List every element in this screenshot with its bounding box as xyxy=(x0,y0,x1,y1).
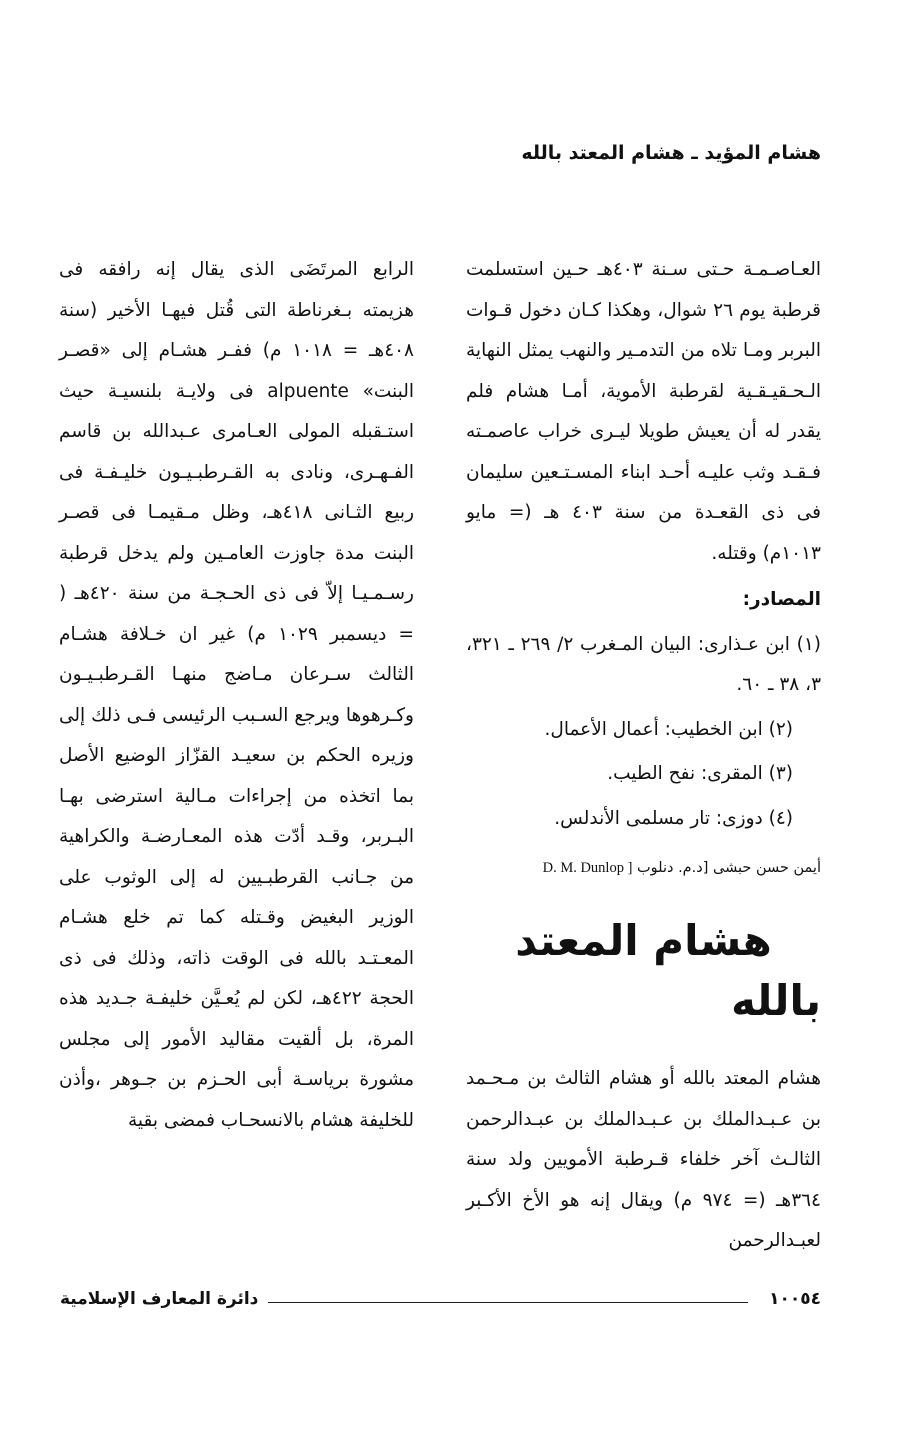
running-header: هشام المؤيد ـ هشام المعتد بالله xyxy=(521,142,821,164)
author-arabic: أيمن حسن حبشى [د.م. دنلوب xyxy=(637,860,821,876)
sources-heading: المصادر: xyxy=(742,589,821,610)
book-title: دائرة المعارف الإسلامية xyxy=(60,1289,259,1309)
author-latin: D. M. Dunlop ] xyxy=(542,860,633,876)
source-item: (٢) ابن الخطيب: أعمال الأعمال. xyxy=(544,718,793,740)
footer-divider xyxy=(268,1302,748,1303)
right-column xyxy=(466,250,821,1262)
source-item: (٤) دوزى: تار مسلمى الأندلس. xyxy=(554,807,793,829)
author-credit xyxy=(466,857,821,879)
left-column xyxy=(59,250,414,1141)
section-title: هشام المعتد بالله xyxy=(515,916,821,1025)
page-number: ١٠٠٥٤ xyxy=(769,1289,821,1309)
source-item: (٣) المقرى: نفح الطيب. xyxy=(607,763,793,784)
article-paragraph: الرابع المرتَضَى الذى يقال إنه رافقه فى هزيمته بـغرناطة التى قُتل فيهـا الأخير (سنة ٤٠٨هـ = ١٠١٨ م) ففـر هشـام إلى «قصـر البنت» alpuente فى ولايـة بلنسيـة حيث استـقبله المولى العـامرى عـبدالله بن قاسم الفـهـرى، ونادى به القـرطبـيـون خليـفـة فى ربيع الثـانى ٤١٨هـ، وظل مـقيمـا فى قصـر البنت مدة جاوزت العامـين ولم يدخل قرطبة رسـمـيـا إلاّ فى ذى الحـجـة من سنة ٤٢٠هـ ( = ديسمبر ١٠٢٩ م) غير ان خـلافة هشـام الثالث سـرعان مـاضج منهـا القـرطبـيـون وكـرهوها ويرجع السـبب الرئيسى فـى ذلك إلى وزيره الحكم بن سعيـد القزّاز الوضيع الأصل بما اتخذه من إجراءات مـالية استرضى بهـا البـربر، وقـد أدّت هذه المعـارضـة والكراهية من جـانب القرطبـيين له إلى الوثوب على الوزير البغيض وقـتله كما تم خلع هشـام المعـتـد بالله فى الوقت ذاته، وذلك فى ذى الحجة ٤٢٢هـ، لكن لم يُعـيَّن خليفـة جـديد هذه المرة، بل ألقيت مقاليد الأمور إلى مجلس مشورة برياسـة أبى الحـزم بن جـوهر ،وأذن للخليفة هشام بالانسحـاب فمضى بقية xyxy=(59,259,415,1131)
section-paragraph: هشام المعتد بالله أو هشام الثالث بن مـحـمد بن عـبـدالملك بن عـبـدالملك بن عبـدالرحمن الثالـث آخر خلفاء قـرطبة الأمويين ولد سنة ٣٦٤هـ (= ٩٧٤ م) ويقال إنه هو الأخ الأكـبر لعبـدالرحمن xyxy=(466,1068,821,1251)
source-item: (١) ابن عـذارى: البيان المـغرب ٢/ ٢٦٩ ـ ٣٢١، ٣، ٣٨ ـ ٦٠. xyxy=(466,633,821,695)
article-paragraph: العـاصـمـة حـتى سـنة ٤٠٣هـ حـين استسلمت قرطبة يوم ٢٦ شوال، وهكذا كـان دخول قـوات البربر ومـا تلاه من التدمـير والنهب يمثل النهاية الـحـقيـقـية لقرطبة الأموية، أمـا هشام فلم يقدر له أن يعيش طويلا ليـرى خراب عاصمـته فـقـد وثب عليـه أحـد ابناء المسـتـعين سليمان فى ذى القعـدة من سنة ٤٠٣ هـ (= مايو ١٠١٣م) وقتله. xyxy=(466,259,822,564)
